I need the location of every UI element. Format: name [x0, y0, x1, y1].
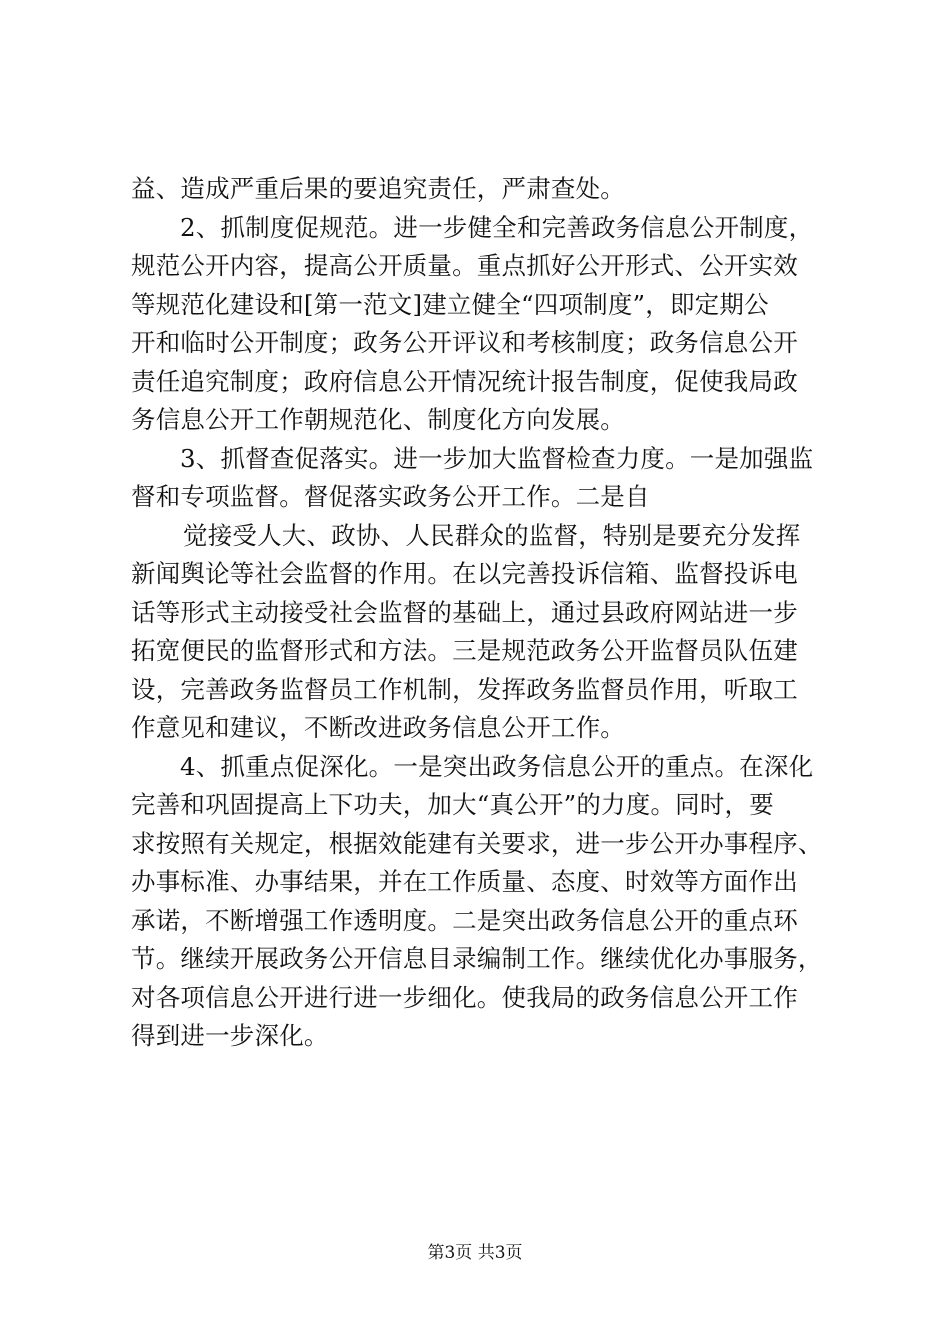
- text-line: 设，完善政务监督员工作机制，发挥政务监督员作用，听取工: [131, 674, 798, 704]
- text-line: 节。继续开展政务公开信息目录编制工作。继续优化办事服务，: [131, 944, 823, 973]
- text-line: 作意见和建议，不断改进政务信息公开工作。: [131, 713, 625, 742]
- paragraph-start-line: 4、抓重点促深化。一是突出政务信息公开的重点。在深化: [180, 751, 814, 781]
- paragraph-start-line: 2、抓制度促规范。进一步健全和完善政务信息公开制度，: [180, 212, 814, 242]
- text-line: 办事标准、办事结果，并在工作质量、态度、时效等方面作出: [131, 867, 798, 896]
- page-number-footer: 第3页 共3页: [427, 1243, 523, 1263]
- paragraph-start-line: 3、抓督查促落实。进一步加大监督检查力度。一是加强监: [180, 443, 814, 473]
- text-line: 务信息公开工作朝规范化、制度化方向发展。: [131, 405, 625, 434]
- text-line: 拓宽便民的监督形式和方法。三是规范政务公开监督员队伍建: [131, 636, 798, 665]
- text-line: 承诺，不断增强工作透明度。二是突出政务信息公开的重点环: [131, 905, 798, 935]
- text-line: 等规范化建设和[第一范文]建立健全“四项制度”，即定期公: [131, 289, 769, 319]
- text-line: 对各项信息公开进行进一步细化。使我局的政务信息公开工作: [131, 982, 798, 1012]
- document-body: [131, 170, 831, 1056]
- text-line: 新闻舆论等社会监督的作用。在以完善投诉信箱、监督投诉电: [131, 559, 798, 588]
- text-line: 求按照有关规定，根据效能建有关要求，进一步公开办事程序、: [131, 828, 823, 858]
- text-line: 督和专项监督。督促落实政务公开工作。二是自: [131, 482, 650, 511]
- text-line: 开和临时公开制度；政务公开评议和考核制度；政务信息公开: [131, 328, 798, 357]
- text-line: 话等形式主动接受社会监督的基础上，通过县政府网站进一步: [131, 597, 798, 627]
- text-line: 益、造成严重后果的要追究责任，严肃查处。: [131, 174, 625, 203]
- text-line: 完善和巩固提高上下功夫，加大“真公开”的力度。同时，要: [131, 790, 774, 819]
- text-line: 规范公开内容，提高公开质量。重点抓好公开形式、公开实效: [131, 251, 798, 280]
- text-line: 得到进一步深化。: [131, 1021, 329, 1050]
- paragraph-start-line: 觉接受人大、政协、人民群众的监督，特别是要充分发挥: [183, 520, 801, 550]
- text-line: 责任追究制度；政府信息公开情况统计报告制度，促使我局政: [131, 366, 798, 396]
